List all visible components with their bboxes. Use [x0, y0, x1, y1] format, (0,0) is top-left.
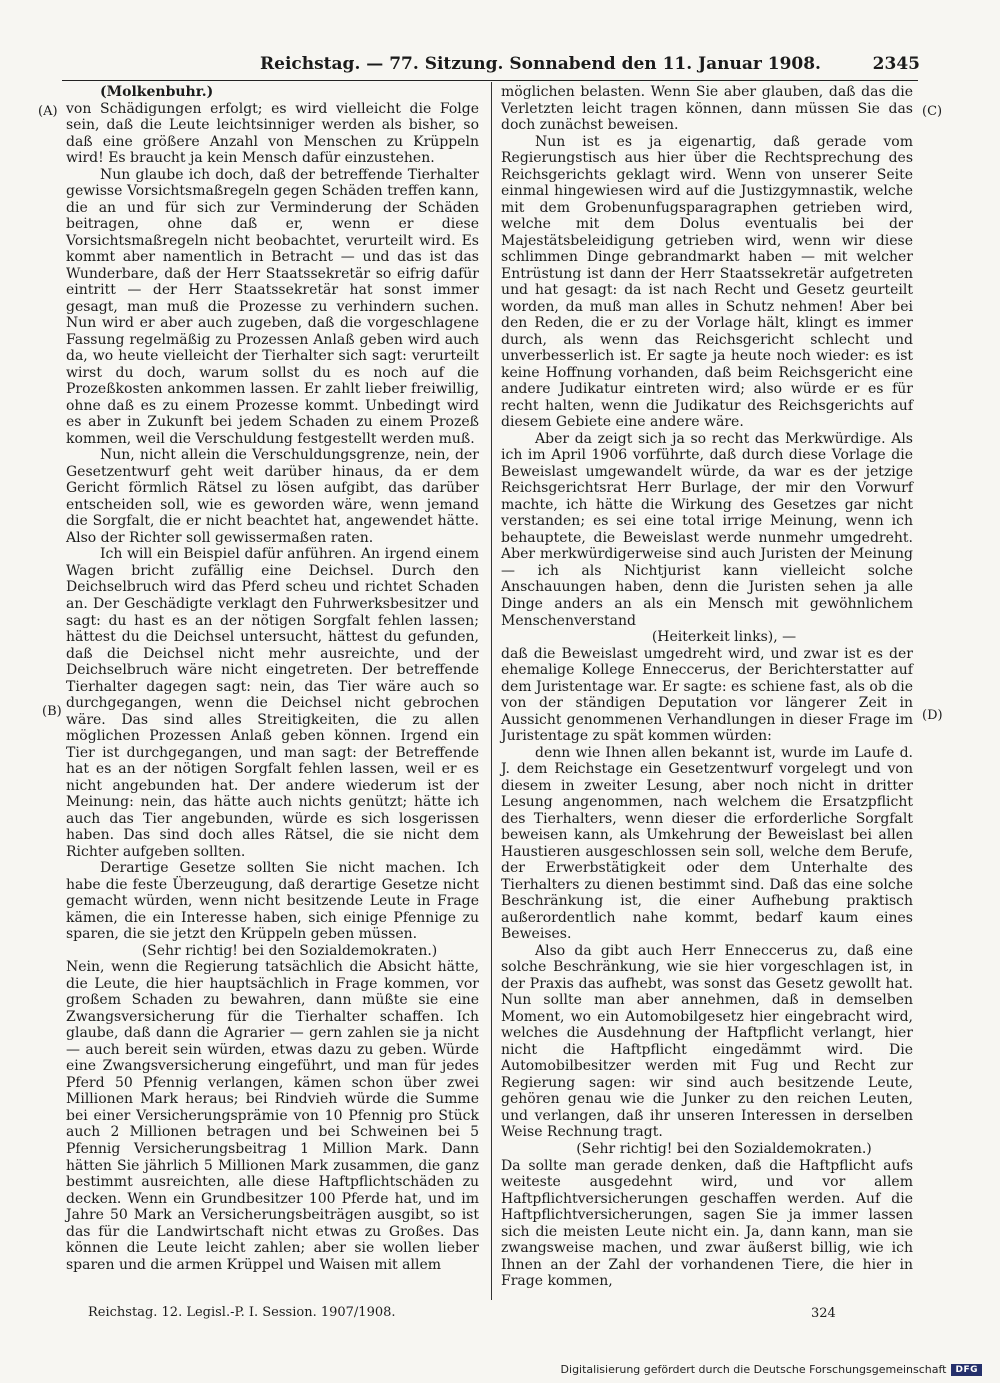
paragraph: Nun glaube ich doch, daß der betreffende Tierhalter gewisse Vorsichtsmaßregeln gegen Schäden treffen kann, die an und für sich zur Verminderung der Schäden beitragen, ohne daß er, wenn er diese Vorsichtsmaßregeln nicht beobachtet, verurteilt wird. Es kommt aber namentlich in Betracht — und das ist das Wunderbare, daß der Herr Staatssekretär so eifrig dafür eintritt — der Herr Staatssekretär hat sonst immer gesagt, man muß die Prozesse zu verhindern suchen. Nun wird er aber auch zugeben, daß die vorgeschlagene Fassung regelmäßig zu Prozessen Anlaß geben wird auch da, wo heute vielleicht der Tierhalter sich sagt: verurteilt wirst du doch, warum sollst du es noch auf die Prozeßkosten ankommen lassen. Er zahlt lieber freiwillig, ohne daß es zu einem Prozesse kommt. Unbedingt wird es aber in Zukunft bei jedem Schaden zu einem Prozeß kommen, weil die Verschuldung festgestellt werden muß. [66, 166, 479, 447]
left-column [66, 84, 479, 1273]
header-rule [62, 80, 918, 81]
paragraph: von Schädigungen erfolgt; es wird vielleicht die Folge sein, daß die Leute leichtsinniger werden als bisher, so daß eine größere Anzahl von Menschen zu Krüppeln wird! Es braucht ja kein Mensch dafür einzustehen. [66, 100, 479, 167]
running-header [238, 54, 920, 78]
paragraph: Also da gibt auch Herr Enneccerus zu, daß eine solche Beschränkung, wie sie hier vorgeschlagen ist, in der Praxis das aufhebt, was sonst das Gesetz gewollt hat. Nun sollte man aber annehmen, daß in demselben Moment, wo ein Automobilgesetz hier eingebracht wird, welches die Ausdehnung der Haftpflicht verlangt, hier nicht die Haftpflicht eingedämmt wird. Die Automobilbesitzer werden mit Fug und Recht zur Regierung sagen: wir sind auch besitzende Leute, gehören genau wie die Junker zu den reichen Leuten, und verlangen, daß ihr unseren Interessen in derselben Weise Rechnung tragt. [501, 942, 913, 1141]
interjection: (Heiterkeit links), — [651, 629, 797, 646]
interjection: (Sehr richtig! bei den Sozialdemokraten.) [576, 1141, 872, 1157]
footer-session-info: Reichstag. 12. Legisl.-P. I. Session. 1907/1908. [88, 1305, 396, 1320]
paragraph: daß die Beweislast umgedreht wird, und zwar ist es der ehemalige Kollege Enneccerus, der Berichterstatter auf dem Juristentage war. Er sagte: es schiene fast, als ob die von der ständigen Deputation vor längerer Zeit in Aussicht genommenen Verhandlungen in dieser Frage im Juristentage zu spät kommen würden: [501, 645, 913, 745]
footer-sheet-number: 324 [811, 1306, 836, 1321]
interjection: (Sehr richtig! bei den Sozialdemokraten.) [141, 942, 438, 959]
paragraph: Ich will ein Beispiel dafür anführen. An irgend einem Wagen bricht zufällig eine Deichsel. Durch den Deichselbruch wird das Pferd scheu und richtet Schaden an. Der Geschädigte verklagt den Fuhrwerksbesitzer und sagt: du hast es an der nötigen Sorgfalt fehlen lassen; hättest du die Deichsel untersucht, hättest du gefunden, daß die Deichsel nicht mehr ausreichte, und der Deichselbruch wäre nicht eingetreten. Der betreffende Tierhalter dagegen sagt: nein, das Tier wäre auch so durchgegangen, wenn die Deichsel nicht gebrochen wäre. Das sind alles Streitigkeiten, die zu allen möglichen Prozessen Anlaß geben können. Irgend ein Tier ist durchgegangen, und man sagt: der Betreffende hat es an der nötigen Sorgfalt fehlen lassen, weil er es nicht angebunden hat. Der andere wiederum ist der Meinung: nein, das hätte auch nichts genützt; hätte ich auch das Tier angebunden, würde es sich losgerissen haben. Das sind doch alles Rätsel, die sie nicht dem Richter aufgeben sollten. [66, 546, 479, 860]
block-quote: denn wie Ihnen allen bekannt ist, wurde im Laufe d. J. dem Reichstage ein Gesetzentwurf vorgelegt und von diesem in zweiter Lesung, aber noch nicht in dritter Lesung angenommen, nach welchem die Ersatzpflicht des Tierhalters, wenn dieser die erforderliche Sorgfalt beweisen kann, als Umkehrung der Beweislast bei allen Haustieren ausgeschlossen sein soll, welche dem Berufe, der Erwerbstätigkeit oder dem Unterhalte des Tierhalters zu dienen bestimmt sind. Daß das eine solche Beschränkung ist, die einer Aufhebung praktisch außerordentlich nahe kommt, bedarf kaum eines Beweises. [501, 744, 913, 943]
margin-mark-c: (C) [922, 104, 943, 119]
page-number: 2345 [872, 54, 920, 74]
margin-mark-a: (A) [38, 104, 58, 119]
dfg-logo: DFG [951, 1364, 982, 1376]
column-divider [491, 82, 492, 1300]
paragraph: Nun, nicht allein die Verschuldungsgrenze, nein, der Gesetzentwurf geht weit darüber hinaus, da er dem Gericht förmlich Rätsel zu lösen aufgibt, das darüber entscheiden soll, wie es geworden wäre, wenn jemand die Sorgfalt, die er nicht beachtet hat, angewendet hätte. Also der Richter soll gewissermaßen raten. [66, 447, 479, 546]
paragraph: möglichen belasten. Wenn Sie aber glauben, daß das die Verletzten leicht tragen können, dann müssen Sie das doch zunächst beweisen. [501, 84, 913, 134]
digitization-text: Digitalisierung gefördert durch die Deutsche Forschungsgemeinschaft [560, 1363, 947, 1376]
margin-mark-b: (B) [42, 704, 62, 719]
right-column [501, 84, 913, 1290]
paragraph: Aber da zeigt sich ja so recht das Merkwürdige. Als ich im April 1906 vorführte, daß durch diese Vorlage die Beweislast umgewandelt würde, da war es der jetzige Reichsgerichtsrat Herr Burlage, der mir den Vorwurf machte, ich hätte die Wirkung des Gesetzes gar nicht verstanden; es sei eine total irrige Meinung, wenn ich behauptete, die Beweislast werde nunmehr umgedreht. Aber merkwürdigerweise sind auch Juristen der Meinung — ich als Nichtjurist kann vielleicht solche Anschauungen haben, denn die Juristen sehen ja alle Dinge anders an als ein Mensch mit gewöhnlichem Menschenverstand [501, 430, 913, 629]
margin-mark-d: (D) [922, 708, 943, 723]
paragraph: Da sollte man gerade denken, daß die Haftpflicht aufs weiteste ausgedehnt wird, und vor allem Haftpflichtversicherungen geschaffen werden. Auf die Haftpflichtversicherungen, sagen Sie ja immer lassen sich die meisten Leute nicht ein. Ja, dann kann, man sie zwangsweise machen, und zwar äußerst billig, wie ich Ihnen an der Zahl der vorhandenen Tiere, die hier in Frage kommen, [501, 1157, 913, 1290]
header-title: Reichstag. — 77. Sitzung. Sonnabend den 11. Januar 1908. [260, 54, 821, 74]
digitization-credit [561, 1363, 982, 1376]
paragraph: Nein, wenn die Regierung tatsächlich die Absicht hätte, die Leute, die hier hauptsächlich in Frage kommen, vor großem Schaden zu bewahren, dann müßte sie eine Zwangsversicherung für die Tierhalter schaffen. Ich glaube, daß dann die Agrarier — gern zahlen sie ja nicht — auch bereit sein würden, etwas dazu zu geben. Würde eine Zwangsversicherung eingeführt, und man für jedes Pferd 50 Pfennig verlangen, kämen schon über zwei Millionen Mark heraus; bei Rindvieh würde die Summe bei einer Versicherungsprämie von 10 Pfennig pro Stück auch 2 Millionen betragen und bei Schweinen bei 5 Pfennig Versicherungsbeitrag 1 Million Mark. Dann hätten Sie jährlich 5 Millionen Mark zusammen, die ganz bestimmt ausreichten, alle diese Haftpflichtschäden zu decken. Wenn ein Grundbesitzer 100 Pferde hat, und im Jahre 50 Mark an Versicherungsbeiträgen ausgibt, so ist das für die Landwirtschaft nicht etwas zu Großes. Das können die Leute leicht zahlen; aber sie wollen lieber sparen und die armen Krüppel und Waisen mit allem [66, 959, 479, 1273]
paragraph: Nun ist es ja eigenartig, daß gerade vom Regierungstisch aus hier über die Rechtsprechung des Reichsgerichts geklagt wird. Wenn von unserer Seite einmal hingewiesen wird auf die Justizgymnastik, welche mit dem Grobenunfugsparagraphen getrieben wird, welche mit dem Dolus eventualis bei der Majestätsbeleidigung getrieben wird, wenn wir diese schlimmen Dinge gebrandmarkt haben — mit welcher Entrüstung ist dann der Herr Staatssekretär aufgetreten und hat gesagt: da ist nach Recht und Gesetz geurteilt worden, da muß man alles in Schutz nehmen! Aber bei den Reden, die er zu der Vorlage hält, klingt es immer durch, als wenn das Reichsgericht schlecht und unverbesserlich ist. Er sagte ja heute noch wieder: es ist keine Hoffnung vorhanden, daß beim Reichsgericht eine andere Judikatur eintreten wird; also würde er es für recht halten, wenn die Judikatur des Reichsgerichts auf diesem Gebiete eine andere wäre. [501, 133, 913, 431]
speaker-name: (Molkenbuhr.) [100, 84, 214, 100]
paragraph: Derartige Gesetze sollten Sie nicht machen. Ich habe die feste Überzeugung, daß derartige Gesetze nicht gemacht würden, wenn nicht besitzende Leute in Frage kämen, die ein Interesse haben, sich einige Pfennige zu sparen, die sie jetzt den Krüppeln geben müssen. [66, 860, 479, 943]
